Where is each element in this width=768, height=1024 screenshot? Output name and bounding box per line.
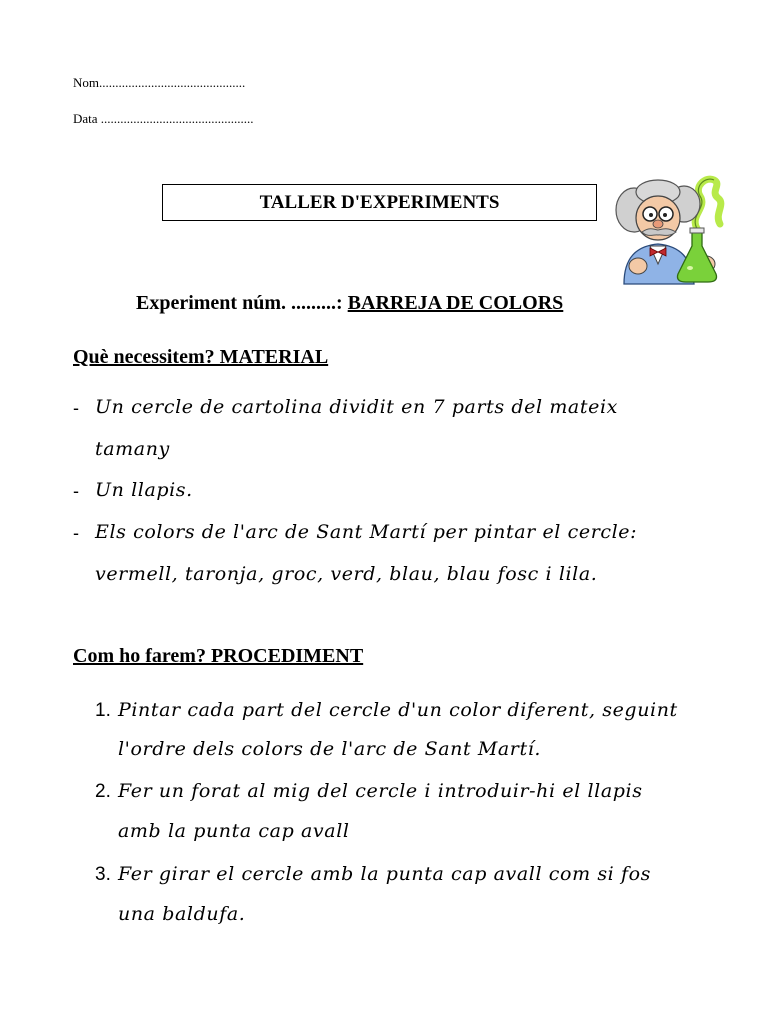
material-item-dash: - xyxy=(73,398,79,418)
procedure-step-number: 2. xyxy=(95,781,111,802)
experiment-prefix: Experiment núm. .........: xyxy=(136,292,343,314)
experiment-name: BARREJA DE COLORS xyxy=(347,292,564,314)
procedure-step-line: amb la punta cap avall xyxy=(118,820,350,842)
material-item-line: Els colors de l'arc de Sant Martí per pintar el cercle: xyxy=(95,521,638,543)
date-field: Data ............................................... xyxy=(73,111,254,126)
material-item-line: Un llapis. xyxy=(95,479,193,501)
scientist-with-flask-icon xyxy=(610,168,730,286)
material-heading: Què necessitem? MATERIAL xyxy=(73,346,329,368)
procedure-step-line: una baldufa. xyxy=(118,903,246,925)
material-item-line: tamany xyxy=(95,438,170,460)
procedure-step-line: l'ordre dels colors de l'arc de Sant Martí. xyxy=(118,738,542,760)
procedure-step-line: Pintar cada part del cercle d'un color diferent, seguint xyxy=(118,699,678,721)
experiment-line xyxy=(136,292,563,315)
procedure-step-number: 3. xyxy=(95,864,111,885)
material-item-dash: - xyxy=(73,481,79,501)
name-field: Nom............................................. xyxy=(73,75,246,90)
page-title: TALLER D'EXPERIMENTS xyxy=(259,191,500,213)
material-item-dash: - xyxy=(73,523,79,543)
procedure-step-number: 1. xyxy=(95,700,111,721)
procedure-step-line: Fer girar el cercle amb la punta cap avall com si fos xyxy=(118,863,652,885)
material-item-line: Un cercle de cartolina dividit en 7 parts del mateix xyxy=(95,396,618,418)
page-title-box xyxy=(162,184,597,221)
material-item-line: vermell, taronja, groc, verd, blau, blau fosc i lila. xyxy=(95,563,598,585)
procedure-step-line: Fer un forat al mig del cercle i introduir-hi el llapis xyxy=(118,780,643,802)
procedure-heading: Com ho farem? PROCEDIMENT xyxy=(73,645,364,667)
